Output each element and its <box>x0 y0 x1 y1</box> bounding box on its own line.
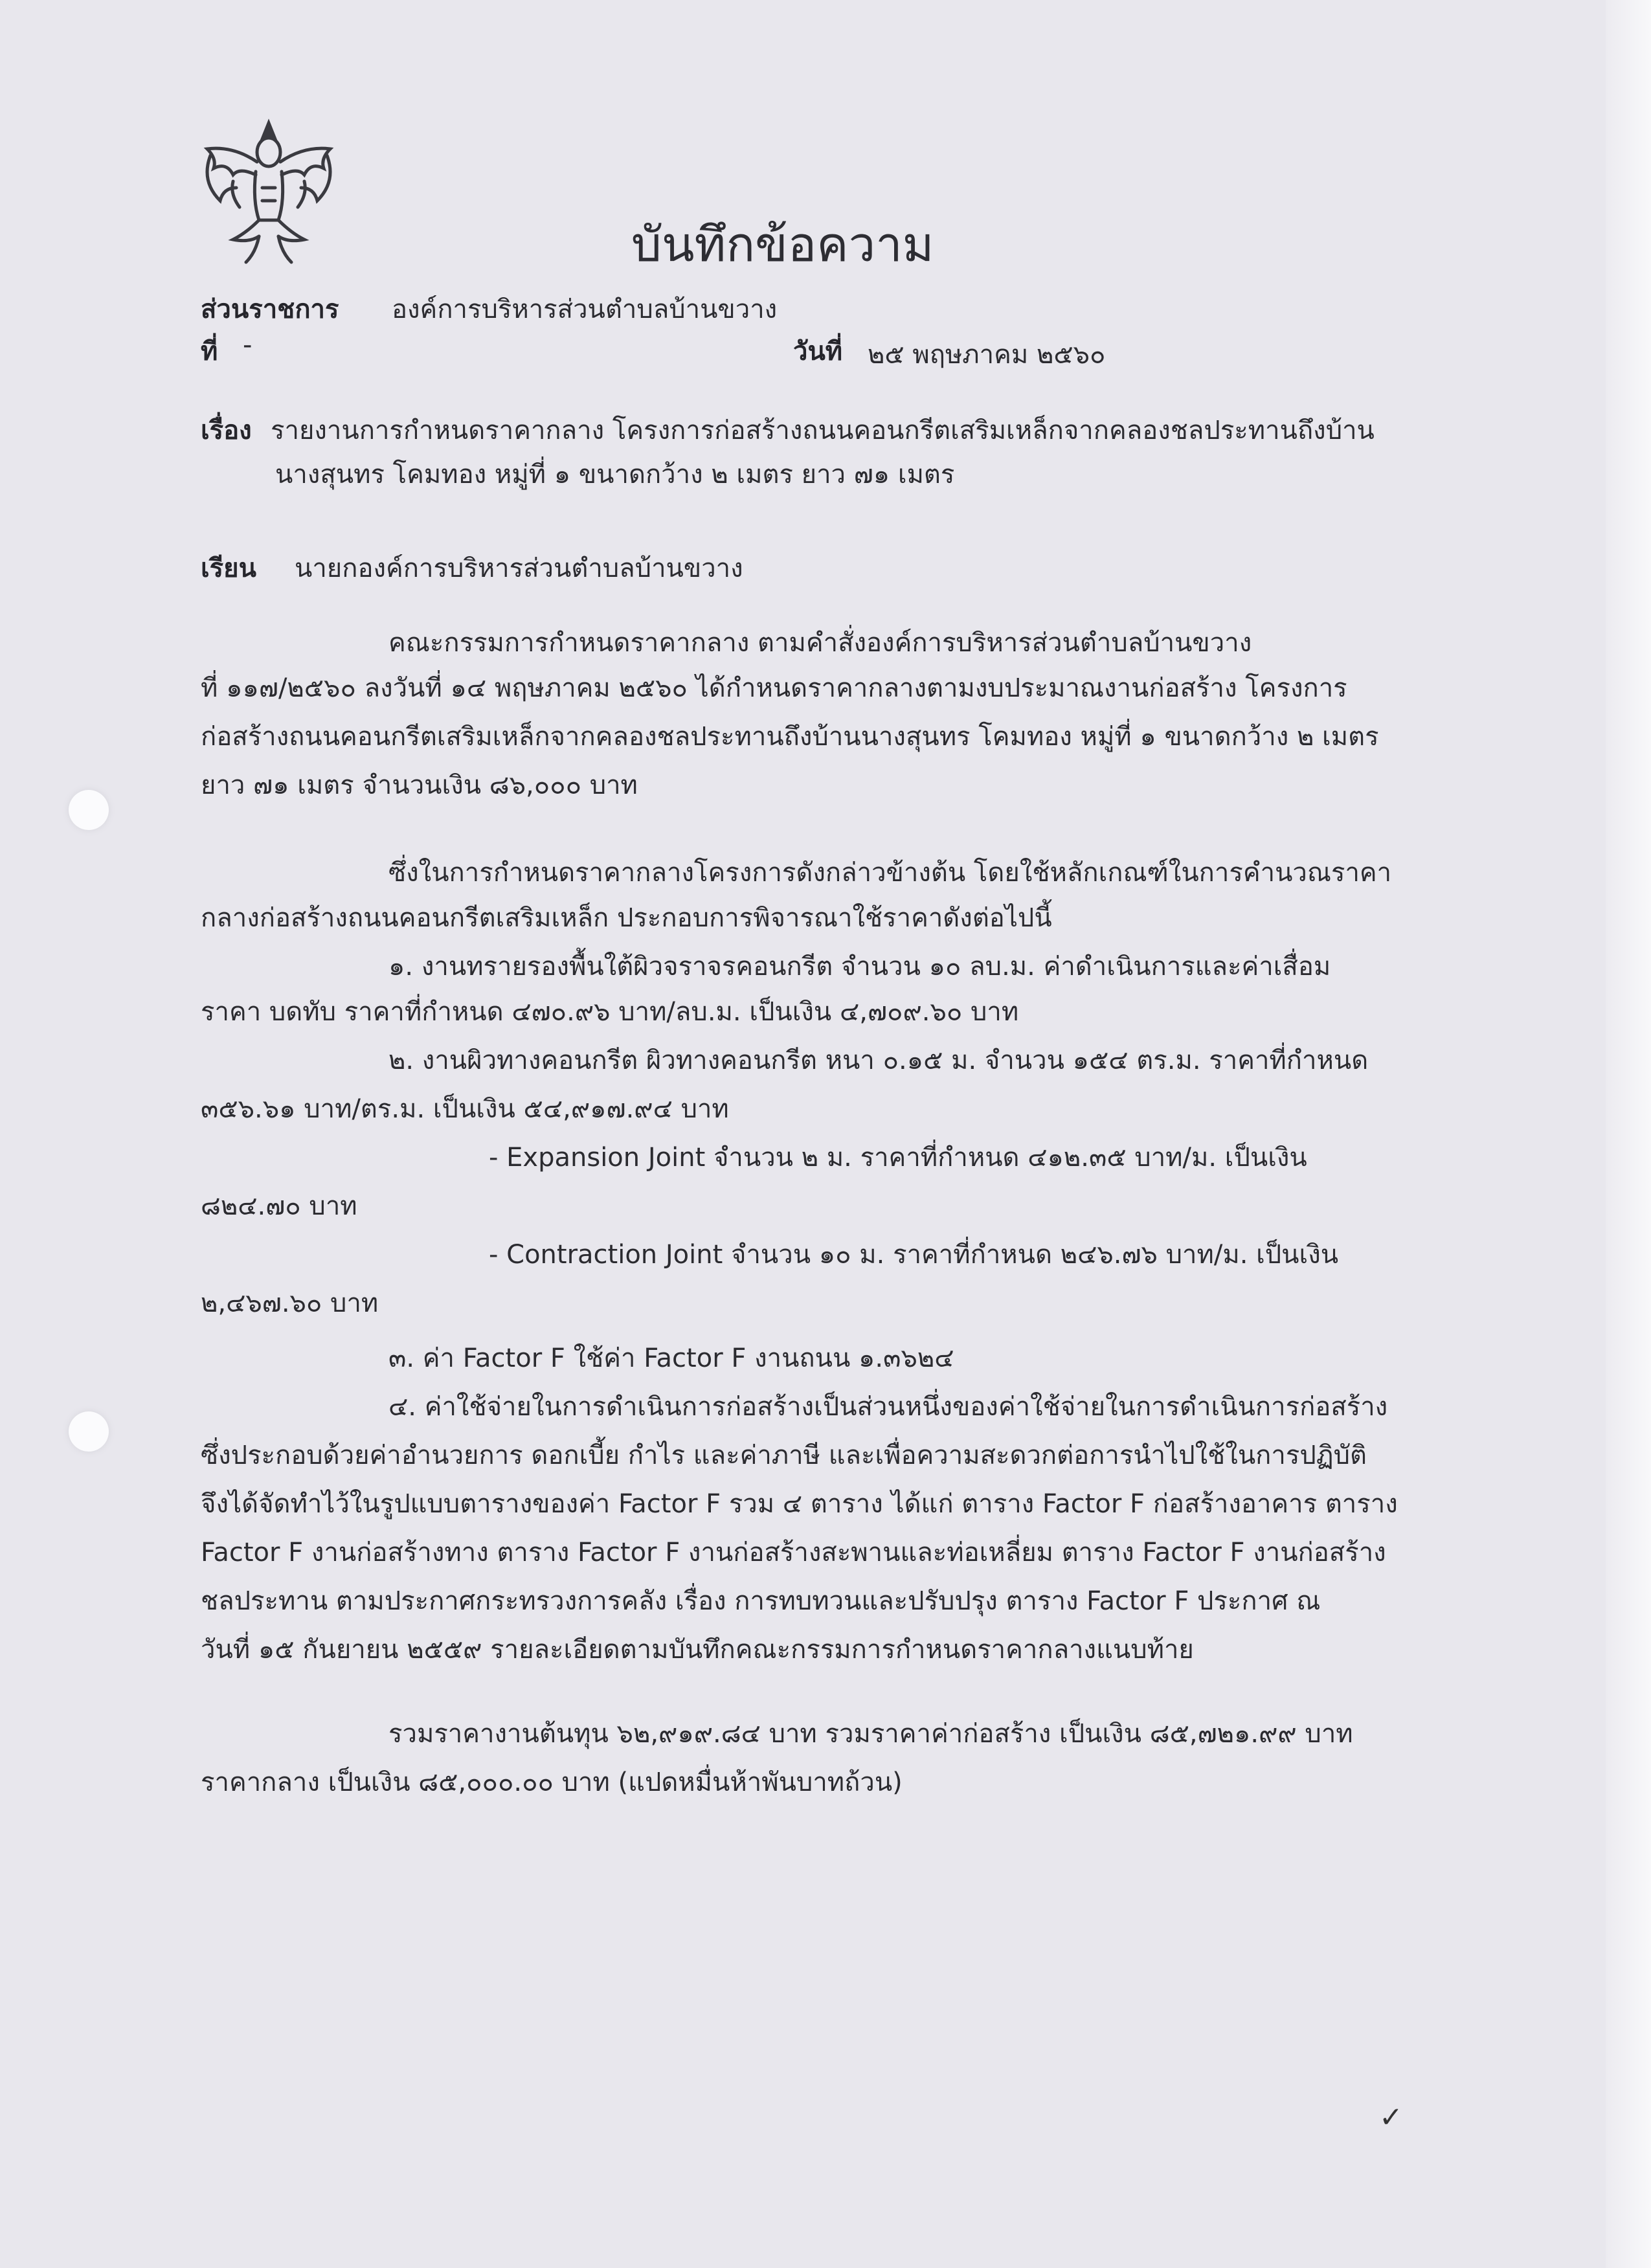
contraction-line-1: - Contraction Joint จำนวน ๑๐ ม. ราคาที่กำหนด ๒๔๖.๗๖ บาท/ม. เป็นเงิน <box>489 1240 1339 1270</box>
punch-hole-top <box>69 790 109 830</box>
number-value: - <box>243 330 253 360</box>
contraction-line-2: ๒,๔๖๗.๖๐ บาท <box>201 1288 379 1318</box>
p2-line-2: กลางก่อสร้างถนนคอนกรีตเสริมเหล็ก ประกอบการพิจารณาใช้ราคาดังต่อไปนี้ <box>201 903 1052 933</box>
handwritten-check-mark: ✓ <box>1379 2101 1403 2134</box>
summary-line-1: รวมราคางานต้นทุน ๖๒,๙๑๙.๘๔ บาท รวมราคาค่าก่อสร้าง เป็นเงิน ๘๕,๗๒๑.๙๙ บาท <box>388 1719 1353 1749</box>
p2-line-1: ซึ่งในการกำหนดราคากลางโครงการดังกล่าวข้างต้น โดยใช้หลักเกณฑ์ในการคำนวณราคา <box>388 858 1392 888</box>
agency-label: ส่วนราชการ <box>201 295 339 324</box>
item1-line-2: ราคา บดทับ ราคาที่กำหนด ๔๗๐.๙๖ บาท/ลบ.ม. เป็นเงิน ๔,๗๐๙.๖๐ บาท <box>201 997 1019 1027</box>
subject-line-1: รายงานการกำหนดราคากลาง โครงการก่อสร้างถนนคอนกรีตเสริมเหล็กจากคลองชลประทานถึงบ้าน <box>271 416 1375 445</box>
subject-line-2: นางสุนทร โคมทอง หมู่ที่ ๑ ขนาดกว้าง ๒ เมตร ยาว ๗๑ เมตร <box>275 460 955 489</box>
number-label: ที่ <box>201 337 218 366</box>
date-label: วันที่ <box>793 337 843 366</box>
item4-line-4: Factor F งานก่อสร้างทาง ตาราง Factor F งานก่อสร้างสะพานและท่อเหลี่ยม ตาราง Factor F งานก่อสร้าง <box>201 1538 1386 1567</box>
to-value: นายกองค์การบริหารส่วนตำบลบ้านขวาง <box>295 554 743 583</box>
item2-line-1: ๒. งานผิวทางคอนกรีต ผิวทางคอนกรีต หนา ๐.๑๕ ม. จำนวน ๑๕๔ ตร.ม. ราคาที่กำหนด <box>388 1046 1369 1075</box>
to-label: เรียน <box>201 554 256 583</box>
memo-heading: บันทึกข้อความ <box>631 217 934 273</box>
punch-hole-bottom <box>69 1411 109 1452</box>
item4-line-5: ชลประทาน ตามประกาศกระทรวงการคลัง เรื่อง การทบทวนและปรับปรุง ตาราง Factor F ประกาศ ณ <box>201 1586 1321 1616</box>
item4-line-6: วันที่ ๑๕ กันยายน ๒๕๕๙ รายละเอียดตามบันทึกคณะกรรมการกำหนดราคากลางแนบท้าย <box>201 1635 1194 1665</box>
p1-line-3: ก่อสร้างถนนคอนกรีตเสริมเหล็กจากคลองชลประทานถึงบ้านนางสุนทร โคมทอง หมู่ที่ ๑ ขนาดกว้าง ๒ เมตร <box>201 722 1379 752</box>
expansion-line-2: ๘๒๔.๗๐ บาท <box>201 1191 357 1221</box>
item4-line-1: ๔. ค่าใช้จ่ายในการดำเนินการก่อสร้างเป็นส่วนหนึ่งของค่าใช้จ่ายในการดำเนินการก่อสร้าง <box>388 1392 1388 1422</box>
subject-label: เรื่อง <box>201 416 252 445</box>
p1-line-2: ที่ ๑๑๗/๒๕๖๐ ลงวันที่ ๑๔ พฤษภาคม ๒๕๖๐ ได้กำหนดราคากลางตามงบประมาณงานก่อสร้าง โครงการ <box>201 673 1347 703</box>
page-edge <box>1606 0 1651 2268</box>
item4-line-2: ซึ่งประกอบด้วยค่าอำนวยการ ดอกเบี้ย กำไร และค่าภาษี และเพื่อความสะดวกต่อการนำไปใช้ในการปฏิบัติ <box>201 1441 1367 1470</box>
item3-line: ๓. ค่า Factor F ใช้ค่า Factor F งานถนน ๑.๓๖๒๔ <box>388 1343 954 1373</box>
agency-value: องค์การบริหารส่วนตำบลบ้านขวาง <box>392 295 778 324</box>
expansion-line-1: - Expansion Joint จำนวน ๒ ม. ราคาที่กำหนด ๔๑๒.๓๕ บาท/ม. เป็นเงิน <box>489 1143 1307 1173</box>
p1-line-1: คณะกรรมการกำหนดราคากลาง ตามคำสั่งองค์การบริหารส่วนตำบลบ้านขวาง <box>388 628 1252 658</box>
item2-line-2: ๓๕๖.๖๑ บาท/ตร.ม. เป็นเงิน ๕๔,๙๑๗.๙๔ บาท <box>201 1094 729 1124</box>
p1-line-4: ยาว ๗๑ เมตร จำนวนเงิน ๘๖,๐๐๐ บาท <box>201 770 638 800</box>
garuda-emblem-icon <box>194 110 343 272</box>
item4-line-3: จึงได้จัดทำไว้ในรูปแบบตารางของค่า Factor F รวม ๔ ตาราง ได้แก่ ตาราง Factor F ก่อสร้างอาคาร ตาราง <box>201 1489 1398 1519</box>
summary-line-2: ราคากลาง เป็นเงิน ๘๕,๐๐๐.๐๐ บาท (แปดหมื่นห้าพันบาทถ้วน) <box>201 1768 903 1797</box>
date-value: ๒๕ พฤษภาคม ๒๕๖๐ <box>868 340 1106 370</box>
item1-line-1: ๑. งานทรายรองพื้นใต้ผิวจราจรคอนกรีต จำนวน ๑๐ ลบ.ม. ค่าดำเนินการและค่าเสื่อม <box>388 952 1331 982</box>
